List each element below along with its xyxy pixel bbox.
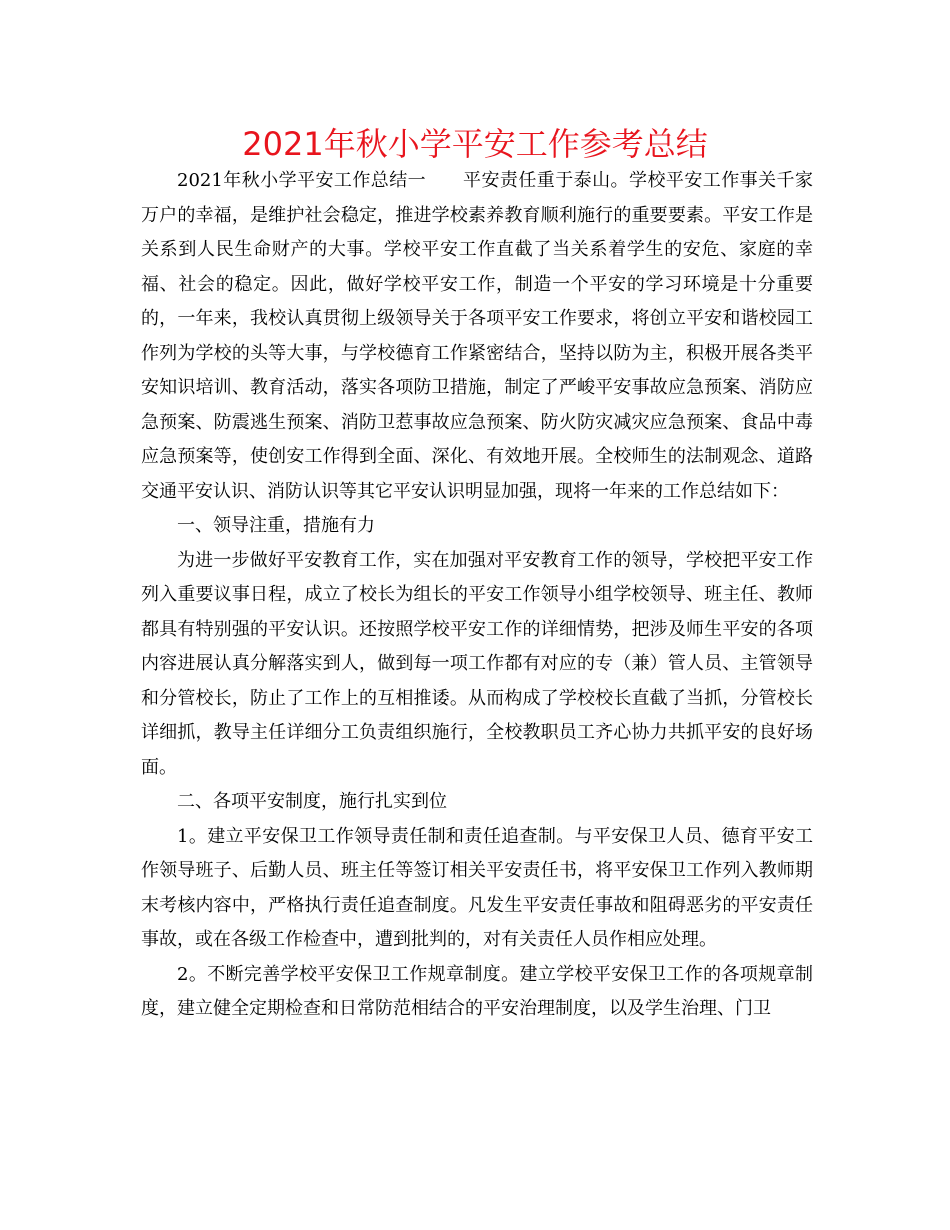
section-heading-leadership: 一、领导注重，措施有力	[177, 515, 375, 536]
paragraph-leadership: 为进一步做好平安教育工作，实在加强对平安教育工作的领导，学校把平安工作列入重要议事日程，成立了校长为组长的平安工作领导小组学校领导、班主任、教师都具有特别强的平安认识。还按照学校平安工作的详细情势，把涉及师生平安的各项内容进展认真分解落实到人，做到每一项工作都有对应的专（兼）管人员、主管领导和分管校长，防止了工作上的互相推诿。从而构成了学校校长直截了当抓，分管校长详细抓，教导主任详细分工负责组织施行，全校教职员工齐心协力共抓平安的良好场面。	[141, 549, 813, 778]
section-heading-safety-systems: 二、各项平安制度，施行扎实到位	[177, 791, 447, 812]
paragraph-intro: 2021年秋小学平安工作总结一 平安责任重于泰山。学校平安工作事关千家万户的幸福，是维护社会稳定，推进学校素养教育顺利施行的重要要素。平安工作是关系到人民生命财产的大事。学校平安工作直截了当关系着学生的安危、家庭的幸福、社会的稳定。因此，做好学校平安工作，制造一个平安的学习环境是十分重要的，一年来，我校认真贯彻上级领导关于各项平安工作要求，将创立平安和谐校园工作列为学校的头等大事，与学校德育工作紧密结合，坚持以防为主，积极开展各类平安知识培训、教育活动，落实各项防卫措施，制定了严峻平安事故应急预案、消防应急预案、防震逃生预案、消防卫惹事故应急预案、防火防灾减灾应急预案、食品中毒应急预案等，使创安工作得到全面、深化、有效地开展。全校师生的法制观念、道路交通平安认识、消防认识等其它平安认识明显加强，现将一年来的工作总结如下：	[141, 170, 813, 502]
paragraph-item-2: 2。不断完善学校平安保卫工作规章制度。建立学校平安保卫工作的各项规章制度，建立健全定期检查和日常防范相结合的平安治理制度，以及学生治理、门卫	[141, 963, 813, 1019]
paragraph-item-1: 1。建立平安保卫工作领导责任制和责任追查制。与平安保卫人员、德育平安工作领导班子、后勤人员、班主任等签订相关平安责任书，将平安保卫工作列入教师期末考核内容中，严格执行责任追查制度。凡发生平安责任事故和阻碍恶劣的平安责任事故，或在各级工作检查中，遭到批判的，对有关责任人员作相应处理。	[141, 825, 813, 950]
document-title: 2021年秋小学平安工作参考总结	[242, 125, 708, 163]
document-body	[141, 164, 813, 1027]
